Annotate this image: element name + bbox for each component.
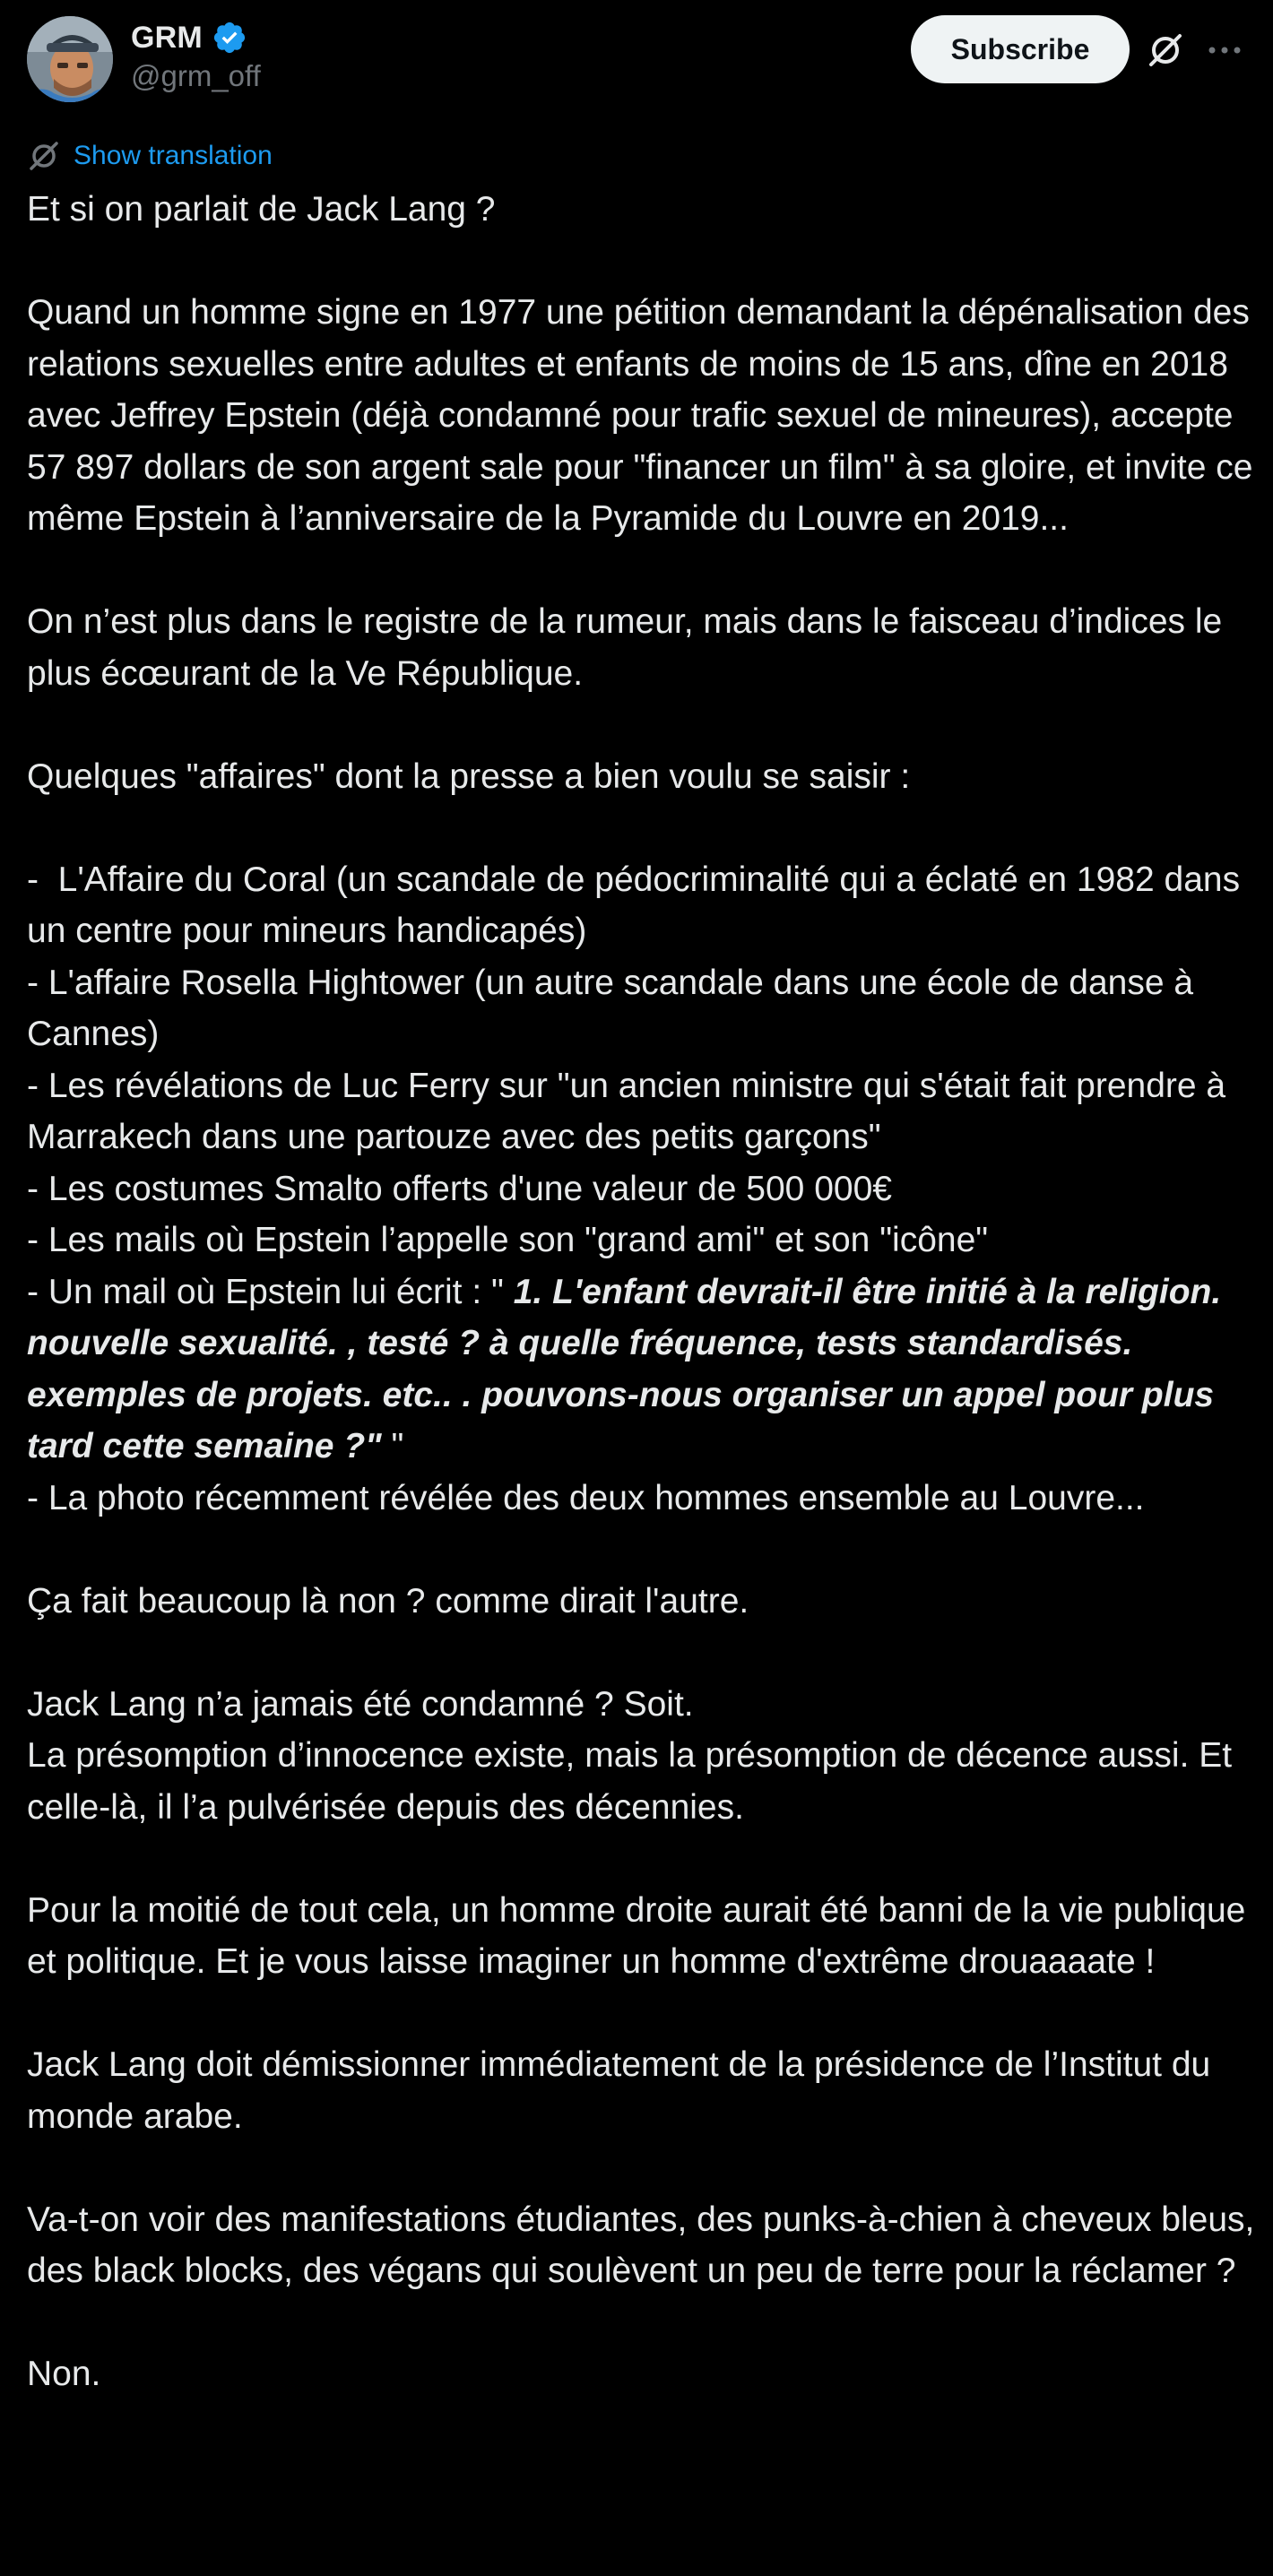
list-item-suffix: " [381, 1427, 404, 1465]
avatar-image [27, 16, 113, 102]
display-name[interactable]: GRM [131, 20, 203, 55]
quoted-email-text: 1. L'enfant devrait-il être initié à la religion. nouvelle sexualité. , testé ? à quelle fréquence, tests standardisés. exemples de projets. etc.. . pouvons-nous organiser un appel pour plus tard cette semaine ?" [27, 1272, 1232, 1465]
post-line: Jack Lang n’a jamais été condamné ? Soit. [27, 1684, 694, 1724]
post-text [27, 184, 1265, 2451]
translation-row[interactable] [27, 136, 273, 176]
list-item: - Les costumes Smalto offerts d'une valeur de 500 000€ [27, 1169, 892, 1208]
post-paragraph: Va-t-on voir des manifestations étudiantes, des punks-à-chien à cheveux bleus, des black blocks, des végans qui soulèvent un peu de terre pour la réclamer ? [27, 2200, 1265, 2290]
translate-icon [27, 139, 61, 173]
post-paragraph: Non. [27, 2355, 101, 2393]
post-paragraph: Quand un homme signe en 1977 une pétition demandant la dépénalisation des relations sexuelles entre adultes et enfants de moins de 15 ans, dîne en 2018 avec Jeffrey Epstein (déjà condamné pour trafic sexuel de mineures), accepte 57 897 dollars de son argent sale pour "financer un film" à sa gloire, et invite ce même Epstein à l’anniversaire de la Pyramide du Louvre en 2019... [27, 293, 1263, 538]
list-item: - Les mails où Epstein l’appelle son "grand ami" et son "icône" [27, 1221, 989, 1259]
author-handle[interactable]: @grm_off [131, 59, 261, 92]
post-paragraph: On n’est plus dans le registre de la rumeur, mais dans le faisceau d’indices le plus écœurant de la Ve République. [27, 602, 1233, 693]
post-paragraph: Ça fait beaucoup là non ? comme dirait l'autre. [27, 1581, 749, 1621]
grok-icon[interactable] [1146, 30, 1185, 70]
list-item [27, 1266, 1255, 1473]
post-paragraph: Pour la moitié de tout cela, un homme droite aurait été banni de la vie publique et politique. Et je vous laisse imaginer un homme d'extrême drouaaaate ! [27, 1890, 1256, 1981]
post-paragraph: Jack Lang doit démissionner immédiatement de la présidence de l’Institut du monde arabe. [27, 2045, 1221, 2136]
verified-badge-icon[interactable] [212, 20, 247, 56]
avatar[interactable] [27, 16, 113, 102]
post-header [0, 0, 1273, 108]
post-paragraph: Quelques "affaires" dont la presse a bien voulu se saisir : [27, 756, 911, 796]
post-paragraph: Et si on parlait de Jack Lang ? [27, 190, 496, 229]
list-item: - La photo récemment révélée des deux hommes ensemble au Louvre... [27, 1478, 1145, 1517]
list-item: - L'affaire Rosella Hightower (un autre scandale dans une école de danse à Cannes) [27, 963, 1203, 1053]
display-name-row [131, 18, 247, 57]
post-paragraph [27, 1679, 1255, 1834]
subscribe-button[interactable]: Subscribe [911, 15, 1130, 83]
more-icon[interactable] [1205, 32, 1244, 68]
post-line: La présomption d’innocence existe, mais la présomption de décence aussi. Et celle-là, il l’a pulvérisée depuis des décennies. [27, 1736, 1242, 1827]
list-item: - L'Affaire du Coral (un scandale de pédocriminalité qui a éclaté en 1982 dans un centre pour mineurs handicapés) [27, 860, 1250, 950]
list-item: - Les révélations de Luc Ferry sur "un ancien ministre qui s'était fait prendre à Marrakech dans une partouze avec des petits garçons" [27, 1066, 1235, 1156]
show-translation-link[interactable]: Show translation [74, 141, 273, 170]
affairs-list [27, 854, 1255, 1525]
list-item-prefix: - Un mail où Epstein lui écrit : " [27, 1272, 514, 1311]
